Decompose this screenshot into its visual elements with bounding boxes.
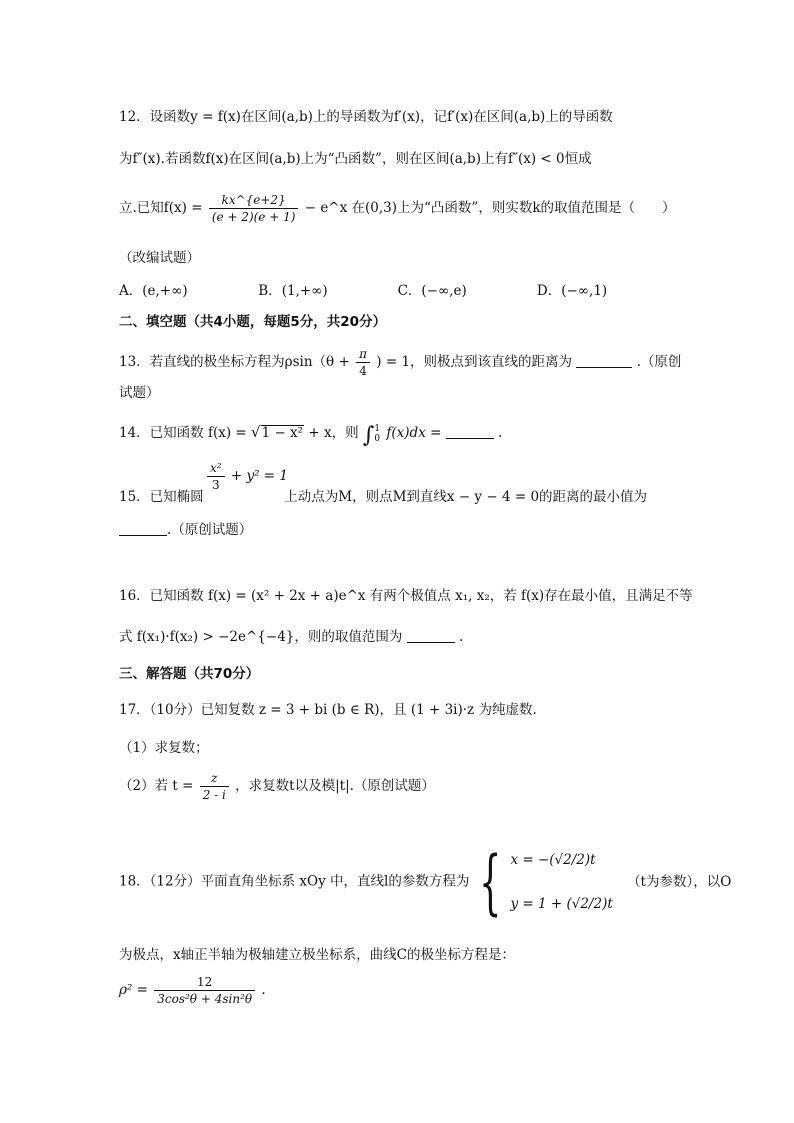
- q12-options: [119, 282, 672, 300]
- q15-ellipse-rest: + y² = 1: [230, 468, 288, 484]
- q18-rho-post: .: [261, 982, 266, 998]
- q18-frac-num: 12: [154, 974, 255, 991]
- q13-fraction: [356, 346, 370, 379]
- q17-sub1: （1）求复数；: [119, 740, 209, 756]
- q17-sub2: [119, 770, 435, 803]
- q16-line2-pre: 式 f(x₁)·f(x₂) > −2e^{−4}，则的取值范围为: [119, 629, 403, 645]
- q16-line2: [119, 628, 463, 646]
- q15-line2-text: .（原创试题）: [167, 522, 253, 538]
- q15-answer-blank: [119, 521, 167, 536]
- q13-frac-num: π: [356, 346, 370, 363]
- q18-line1: [119, 838, 731, 926]
- q15-mid: 上动点为M，则点M到直线x − y − 4 = 0的距离的最小值为: [284, 489, 648, 505]
- q12-frac-num: kx^{e+2}: [209, 192, 299, 209]
- q12-line1: 12．设函数y = f(x)在区间(a,b)上的导函数为f′(x)，记f′(x)在区间(a,b)上的导函数: [119, 109, 613, 125]
- q12-line2: 为f″(x).若函数f(x)在区间(a,b)上为“凸函数”，则在区间(a,b)上有f″(x) < 0恒成: [119, 151, 592, 167]
- integral-icon: ∫: [362, 423, 375, 448]
- q12-line3: [119, 192, 676, 225]
- q14-pre: 14．已知函数 f(x) =: [119, 425, 247, 441]
- q15-line2: [119, 521, 252, 539]
- q13-post: ) = 1，则极点到该直线的距离为: [376, 354, 573, 370]
- q18-rho-equation: [119, 974, 266, 1007]
- q14-int-upper: 1: [374, 423, 381, 434]
- q13-line1: [119, 346, 681, 379]
- q15-ellipse-frac: $\frac{\text{x²}}{3}$: [207, 460, 225, 493]
- q13-tail: .（原创: [636, 354, 682, 370]
- q18-pre: 18．（12分）平面直角坐标系 xOy 中，直线l的参数方程为: [119, 873, 470, 890]
- q13-pre: 13．若直线的极坐标方程为ρsin（θ +: [119, 354, 350, 370]
- q14-sqrt: 1 − x²: [261, 425, 304, 441]
- section2-heading: 二、填空题（共4小题，每题5分，共20分）: [119, 314, 387, 330]
- q16-line2-post: .: [458, 629, 464, 645]
- q12-option-a: A．(e,+∞): [119, 283, 188, 299]
- q18-fraction: [154, 974, 255, 1007]
- q18-rho-pre: ρ² =: [119, 982, 148, 998]
- brace-icon: {: [478, 841, 502, 923]
- q12-line3-post: − e^x 在(0,3)上为“凸函数”，则实数k的取值范围是（ ）: [304, 200, 676, 216]
- q14-mid: + x，则: [308, 425, 359, 441]
- q18-post: （t为参数），以O: [627, 873, 732, 890]
- q12-frac-den: (e + 2)(e + 1): [211, 210, 296, 224]
- q12-note: （改编试题）: [119, 250, 200, 266]
- q12-line3-pre: 立.已知f(x) =: [119, 200, 203, 216]
- q18-eq1: x = −(√2/2)t: [510, 852, 596, 868]
- q12-option-c: C．(−∞,e): [397, 283, 467, 299]
- q17-fraction: [200, 770, 229, 803]
- q17-sub2-post: ，求复数t以及模|t|.（原创试题）: [235, 778, 435, 794]
- q13-frac-den: 4: [359, 364, 367, 378]
- q16-line1: 16．已知函数 f(x) = (x² + 2x + a)e^x 有两个极值点 x₁, x₂，若 f(x)存在最小值，且满足不等: [119, 588, 693, 604]
- q17-sub2-pre: （2）若 t =: [119, 778, 194, 794]
- q17-line1: 17．（10分）已知复数 z = 3 + bi (b ∈ R)，且 (1 + 3i)·z 为纯虚数.: [119, 702, 537, 718]
- q13-answer-blank: [576, 353, 632, 368]
- section3-heading: 三、解答题（共70分）: [119, 666, 260, 682]
- q18-parametric-system: [510, 838, 612, 926]
- q14-int-lower: 0: [374, 433, 381, 444]
- q18-frac-den: 3cos²θ + 4sin²θ: [157, 992, 253, 1006]
- sqrt-icon: √: [251, 423, 261, 441]
- q15-line1: [119, 488, 647, 506]
- q12-option-b: B．(1,+∞): [258, 283, 328, 299]
- q13-line2: 试题）: [119, 385, 160, 401]
- q18-eq2: y = 1 + (√2/2)t: [510, 896, 613, 912]
- q17-frac-den: 2 - i: [202, 788, 226, 802]
- q17-frac-num: z: [200, 770, 229, 787]
- q18-line2: 为极点，x轴正半轴为极轴建立极坐标系，曲线C的极坐标方程是：: [119, 947, 515, 963]
- q16-answer-blank: [407, 628, 455, 643]
- q14-answer-blank: [446, 424, 494, 439]
- q14-integrand: f(x)dx =: [386, 425, 442, 441]
- q15-pre: 15．已知椭圆: [119, 489, 204, 505]
- q14-tail: .: [498, 425, 503, 441]
- q14-line: [119, 423, 503, 448]
- q12-fraction: [209, 192, 299, 225]
- q12-option-d: D．(−∞,1): [536, 283, 608, 299]
